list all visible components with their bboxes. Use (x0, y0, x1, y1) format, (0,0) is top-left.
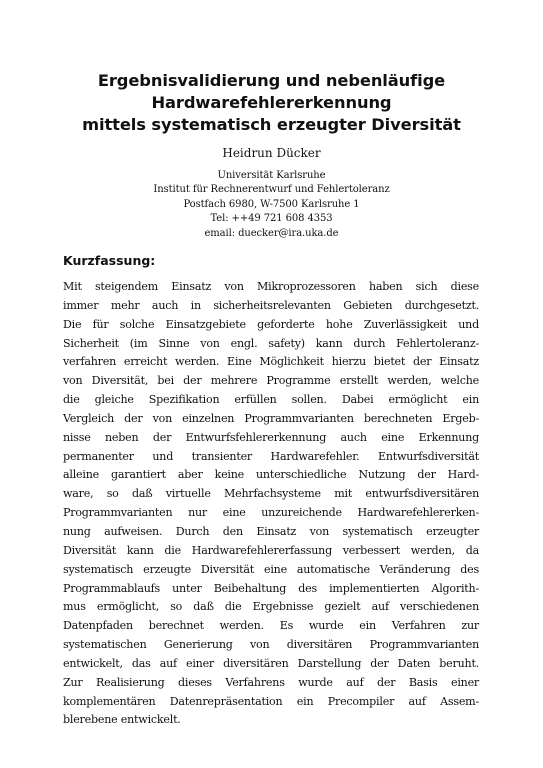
abstract-line: immer mehr auch in sicherheitsrelevanten Gebieten durchgesetzt. (63, 298, 479, 312)
title-line-2: Hardwarefehlererkennung (151, 93, 392, 112)
abstract-line: Mit steigendem Einsatz von Mikroprozessoren haben sich diese (63, 280, 479, 293)
abstract-line: nisse neben der Entwurfsfehlererkennung auch eine Erkennung (63, 430, 479, 444)
abstract-line: alleine garantiert aber keine unterschiedliche Nutzung der Hard- (63, 468, 479, 482)
abstract-line: von Diversität, bei der mehrere Programme erstellt werden, welche (63, 374, 479, 388)
abstract-line: Diversität kann die Hardwarefehlererfassung verbessert werden, da (63, 543, 479, 557)
title-line-3: mittels systematisch erzeugter Diversität (82, 115, 461, 134)
abstract-line: die gleiche Spezifikation erfüllen sollen. Dabei ermöglicht ein (63, 393, 479, 407)
abstract-line: Die für solche Einsatzgebiete geforderte hohe Zuverlässigkeit und (63, 317, 479, 331)
abstract-body (63, 278, 479, 730)
abstract-line: Zur Realisierung dieses Verfahrens wurde auf der Basis einer (63, 675, 479, 689)
abstract-line: blerebene entwickelt. (63, 713, 181, 727)
abstract-line: ware, so daß virtuelle Mehrfachsysteme mit entwurfsdiversitären (63, 487, 479, 501)
abstract-line: Programmablaufs unter Beibehaltung des implementierten Algorith- (63, 581, 479, 595)
affiliation-address: Postfach 6980, W-7500 Karlsruhe 1 (183, 198, 360, 210)
abstract-heading: Kurzfassung: (63, 253, 156, 268)
abstract-line: systematisch erzeugte Diversität eine automatische Veränderung des (63, 562, 479, 576)
abstract-line: systematischen Generierung von diversitären Programmvarianten (63, 638, 479, 652)
affiliation-institute: Institut für Rechnerentwurf und Fehlertoleranz (153, 184, 390, 196)
abstract-line: verfahren erreicht werden. Eine Möglichkeit hierzu bietet der Einsatz (63, 355, 479, 369)
abstract-line: Programmvarianten nur eine unzureichende Hardwarefehlererken- (63, 506, 479, 520)
author-affiliation (60, 169, 483, 241)
abstract-line: nung aufweisen. Durch den Einsatz von systematisch erzeugter (63, 524, 479, 538)
affiliation-email: email: duecker@ira.uka.de (204, 227, 339, 239)
abstract-line: komplementären Datenrepräsentation ein Precompiler auf Assem- (63, 694, 479, 708)
paper-title (60, 70, 483, 136)
title-line-1: Ergebnisvalidierung und nebenläufige (97, 71, 446, 90)
affiliation-phone: Tel: ++49 721 608 4353 (210, 213, 333, 225)
author-name: Heidrun Dücker (222, 146, 321, 160)
abstract-line: entwickelt, das auf einer diversitären Darstellung der Daten beruht. (63, 656, 479, 670)
abstract-line: Datenpfaden berechnet werden. Es wurde ein Verfahren zur (63, 619, 479, 633)
abstract-line: permanenter und transienter Hardwarefehler. Entwurfsdiversität (63, 449, 479, 463)
abstract-line: mus ermöglicht, so daß die Ergebnisse gezielt auf verschiedenen (63, 600, 479, 614)
affiliation-university: Universität Karlsruhe (217, 170, 326, 181)
abstract-line: Vergleich der von einzelnen Programmvarianten berechneten Ergeb- (63, 411, 479, 425)
abstract-line: Sicherheit (im Sinne von engl. safety) kann durch Fehlertoleranz- (63, 336, 479, 350)
